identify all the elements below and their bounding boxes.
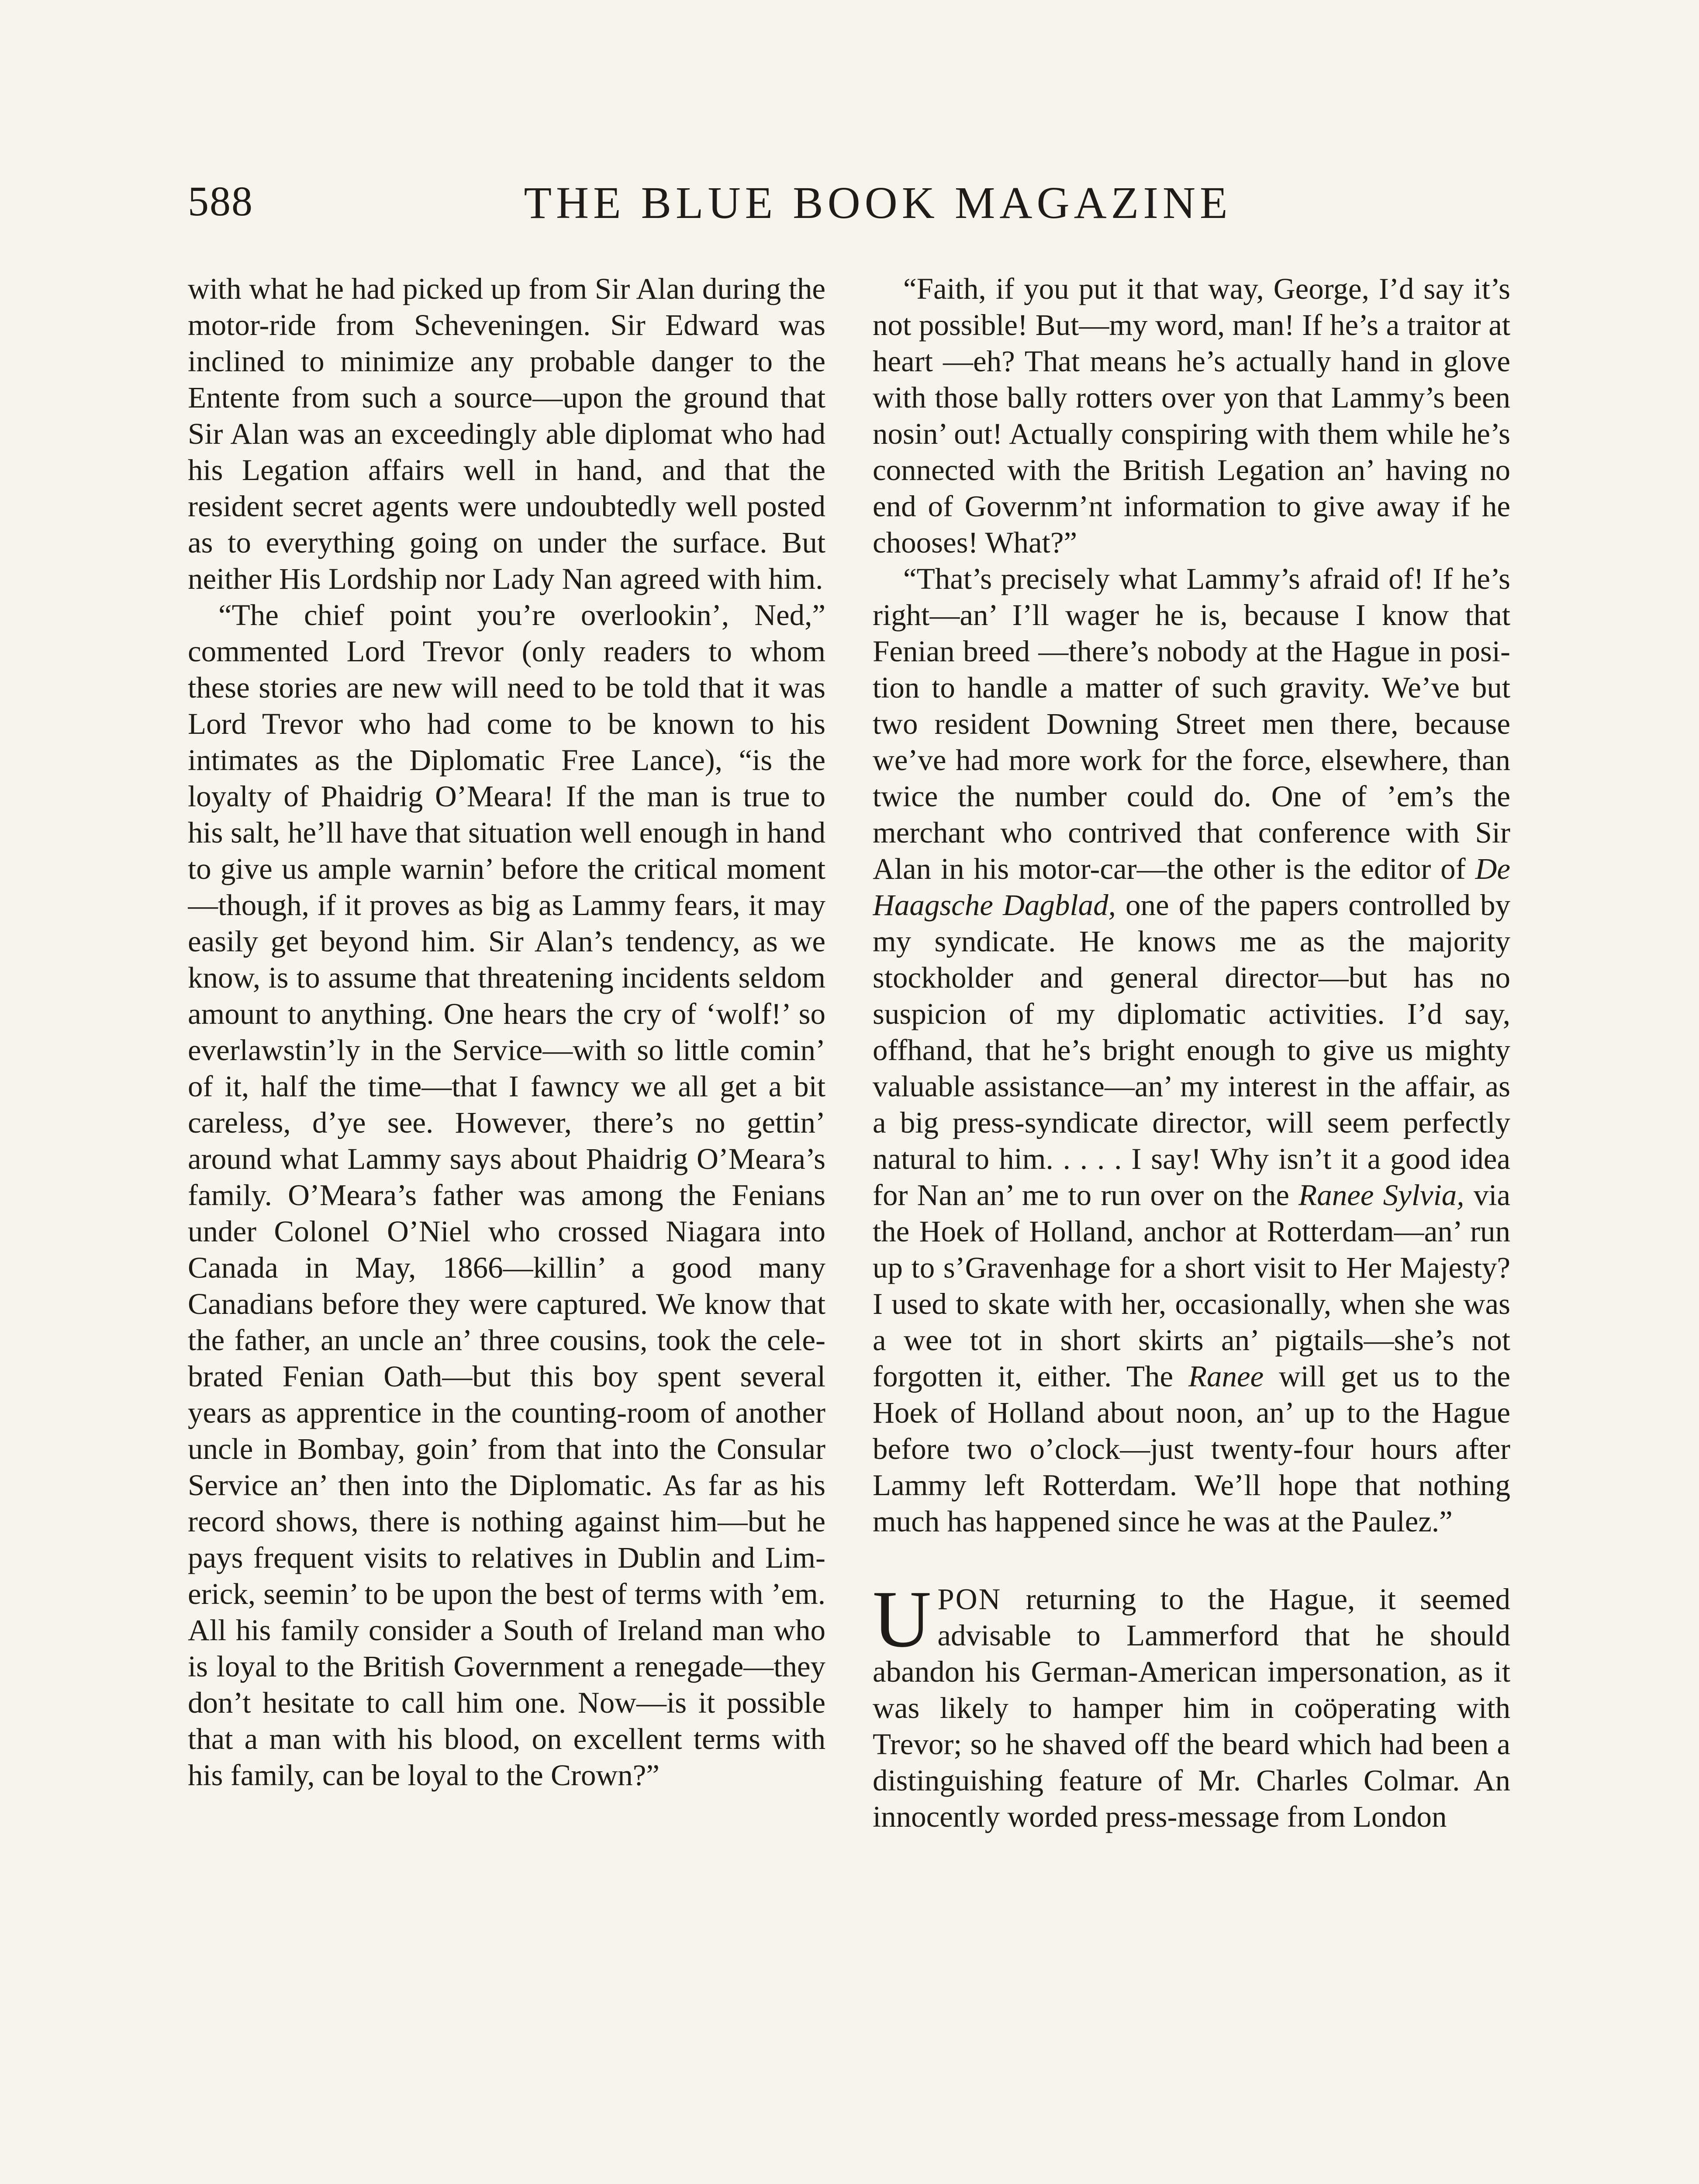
italic-title: De Haagsche Dagblad, — [873, 852, 1510, 922]
running-title: THE BLUE BOOK MAGAZINE — [524, 178, 1232, 228]
right-column — [873, 271, 1510, 2184]
italic-title: Ranee — [1188, 1360, 1264, 1393]
text-run: “That’s precisely what Lammy’s afraid of! If he’s right—an’ I’ll wager he is, because I know that Fenian breed —there’s nobody at the Hague in position to handle a matter of such gravity. We’ve but two resident Downing Street men there, because we’ve had more work for the force, elsewhere, than twice the number could do. One of ’em’s the merchant who contrived that conference with Sir Alan in his motor-car—the other is the editor of — [873, 562, 1510, 885]
paragraph: with what he had picked up from Sir Alan during the motor-ride from Scheveningen. Sir Edward was inclined to minimize any probable danger to the Entente from such a source—upon the ground that Sir Alan was an exceedingly able diplomat who had his Legation affairs well in hand, and that the resident secret agents were undoubtedly well posted as to everything going on under the surface. But neither His Lordship nor Lady Nan agreed with him. — [188, 272, 825, 595]
section-start-paragraph — [873, 1574, 1510, 1835]
left-column — [188, 271, 825, 2184]
paragraph: “Faith, if you put it that way, George, I’d say it’s not possible! But—my word, man! If he’s a traitor at heart —eh? That means he’s actually hand in glove with those bally rotters over yon that Lammy’s been nosin’ out! Actually conspiring with them while he’s connected with the British Legation an’ having no end of Governm’nt information to give away if he chooses! What?” — [873, 272, 1510, 559]
text-run: one of the papers controlled by my syndicate. He knows me as the majority stockholder and general director—but has no suspicion of my diplomatic activities. I’d say, offhand, that he’s bright enough to give us mighty valuable assistance—an’ my interest in the affair, as a big press-syndicate director, will seem perfectly natural to him. . . . . I say! Why isn’t it a good idea for Nan an’ me to run over on the — [873, 888, 1510, 1212]
page-number: 588 — [188, 178, 253, 225]
drop-cap: U — [873, 1574, 932, 1664]
text-run: via the Hoek of Holland, anchor at Rotterdam—an’ run up to s’Gravenhage for a short visit to Her Majesty? I used to skate with her, occasionally, when she was a wee tot in short skirts an’ pigtails—she’s not forgotten it, either. The — [873, 1178, 1510, 1393]
text-run: will get us to the Hoek of Holland about noon, an’ up to the Hague before two o’clock—just twenty-four hours after Lammy left Rotterdam. We’ll hope that nothing much has happened since he was at the Paulez.” — [873, 1360, 1510, 1538]
paragraph: “The chief point you’re overlookin’, Ned,” commented Lord Trevor (only readers to whom these stories are new will need to be told that it was Lord Trevor who had come to be known to his intimates as the Diplomatic Free Lance), “is the loyalty of Phaidrig O’Meara! If the man is true to his salt, he’ll have that situation well enough in hand to give us ample warnin’ before the critical moment—though, if it proves as big as Lammy fears, it may easily get beyond him. Sir Alan’s tendency, as we know, is to assume that threatening incidents seldom amount to anything. One hears the cry of ‘wolf!’ so everlawstin’ly in the Service—with so little comin’ of it, half the time—that I fawncy we all get a bit careless, d’ye see. However, there’s no gettin’ around what Lammy says about Phaidrig O’Meara’s family. O’Meara’s father was among the Fenians under Colonel O’Niel who crossed Niagara into Canada in May, 1866—killin’ a good many Canadians before they were captured. We know that the father, an uncle an’ three cousins, took the celebrated Fenian Oath—but this boy spent several years as apprentice in the counting-room of another uncle in Bombay, goin’ from that into the Consular Service an’ then into the Diplomatic. As far as his record shows, there is nothing against him—but he pays frequent visits to relatives in Dublin and Limerick, seemin’ to be upon the best of terms with ’em. All his family consider a South of Ireland man who is loyal to the British Government a renegade—they don’t hesitate to call him one. Now—is it possible that a man with his blood, on excellent terms with his family, can be loyal to the Crown?” — [188, 598, 825, 1792]
text-run: returning to the Hague, it seemed advisable to Lammerford that he should abandon his German-American impersonation, as it was likely to hamper him in coöperating with Trevor; so he shaved off the beard which had been a distinguishing feature of Mr. Charles Colmar. An innocently worded press-message from London — [873, 1583, 1510, 1833]
page-header — [188, 177, 1476, 247]
small-caps-word: PON — [937, 1583, 1002, 1616]
paragraph — [873, 561, 1510, 1540]
italic-title: Ranee Sylvia, — [1298, 1178, 1464, 1212]
